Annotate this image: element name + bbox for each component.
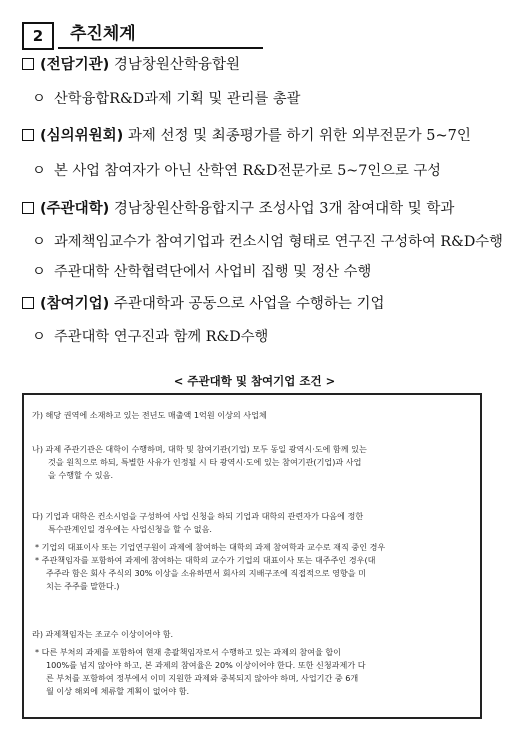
section-number-box: 2 [22,22,54,50]
condition-line: 가) 해당 권역에 소재하고 있는 전년도 매출액 1억원 이상의 사업체 [32,410,267,420]
condition-line: 라) 과제책임자는 조교수 이상이어야 함. [32,629,174,639]
condition-note-line: 치는 주주를 말한다.) [46,581,120,591]
condition-line: 나) 과제 주관기관은 대학이 수행하며, 대학 및 참여기관(기업) 모두 동일 광역시·도에 함께 있는 [32,444,367,454]
bullet-text: 본 사업 참여자가 아닌 산학연 R&D전문가로 5~7인으로 구성 [54,163,441,179]
condition-note-line: 주주라 함은 회사 주식의 30% 이상을 소유하면서 회사의 지배구조에 직접적으로 영향을 미 [46,568,366,578]
condition-item-na [32,443,470,482]
section-heading-university [22,199,454,219]
checkbox-square-icon [22,58,34,70]
section-text: 경남창원산학융합원 [109,57,240,73]
bullet-circle-icon: ㅇ [32,234,46,250]
bullet-item [32,232,503,252]
bullet-circle-icon: ㅇ [32,329,46,345]
condition-note-line: 100%를 넘지 않아야 하고, 본 과제의 참여율은 20% 이상이어야 한다. 또한 신청과제가 다 [46,660,366,670]
section-text: 과제 선정 및 최종평가를 하기 위한 외부전문가 5~7인 [123,128,471,144]
checkbox-square-icon [22,297,34,309]
bullet-circle-icon: ㅇ [32,264,46,280]
section-text: 경남창원산학융합지구 조성사업 3개 참여대학 및 학과 [109,201,455,217]
condition-item-da-notes [32,541,470,593]
bullet-item [32,161,441,181]
section-title: 추진체계 [70,24,136,44]
condition-note-line: * 기업의 대표이사 또는 기업연구원이 과제에 참여하는 대학의 과제 참여학과 교수로 재직 중인 경우 [35,542,386,552]
condition-line: 것을 원칙으로 하되, 특별한 사유가 인정될 시 타 광역시·도에 있는 참여기관(기업)과 사업 [48,457,362,467]
conditions-box [22,393,482,719]
checkbox-square-icon [22,129,34,141]
conditions-title: < 주관대학 및 참여기업 조건 > [173,374,336,388]
bullet-text: 주관대학 산학협력단에서 사업비 집행 및 정산 수행 [54,264,372,280]
bullet-item [32,262,371,282]
bullet-text: 주관대학 연구진과 함께 R&D수행 [54,329,269,345]
bullet-item [32,327,268,347]
bullet-text: 산학융합R&D과제 기획 및 관리를 총괄 [54,91,301,107]
condition-item-ra-notes [32,646,470,698]
title-underline [58,47,263,49]
condition-note-line: 월 이상 해외에 체류할 계획이 없어야 함. [46,686,190,696]
condition-line: 특수관계인일 경우에는 사업신청을 할 수 없음. [48,524,212,534]
section-heading-agency [22,55,240,75]
condition-note-line: 른 부처를 포함하여 정부에서 이미 지원한 과제와 중복되지 않아야 하며, 사업기간 중 6개 [46,673,359,683]
section-label: (심의위원회) [40,128,124,144]
condition-item-ra [32,628,470,641]
bullet-item [32,89,300,109]
condition-note-line: * 주관책임자를 포함하여 과제에 참여하는 대학의 교수가 기업의 대표이사 또는 대주주인 경우(대 [35,555,376,565]
condition-line: 다) 기업과 대학은 컨소시엄을 구성하여 사업 신청을 하되 기업과 대학의 관련자가 다음에 정한 [32,511,364,521]
section-label: (참여기업) [40,296,110,312]
condition-item-ga [32,409,470,422]
section-text: 주관대학과 공동으로 사업을 수행하는 기업 [109,296,385,312]
section-heading-company [22,294,384,314]
bullet-circle-icon: ㅇ [32,91,46,107]
condition-note-line: * 다른 부처의 과제를 포함하여 현재 총괄책임자로서 수행하고 있는 과제의 참여율 합이 [35,647,342,657]
bullet-circle-icon: ㅇ [32,163,46,179]
section-heading-committee [22,126,471,146]
section-label: (전담기관) [40,57,110,73]
condition-line: 을 수행할 수 있음. [48,470,114,480]
bullet-text: 과제책임교수가 참여기업과 컨소시엄 형태로 연구진 구성하여 R&D수행 [54,234,503,250]
section-label: (주관대학) [40,201,110,217]
condition-item-da [32,510,470,536]
checkbox-square-icon [22,202,34,214]
